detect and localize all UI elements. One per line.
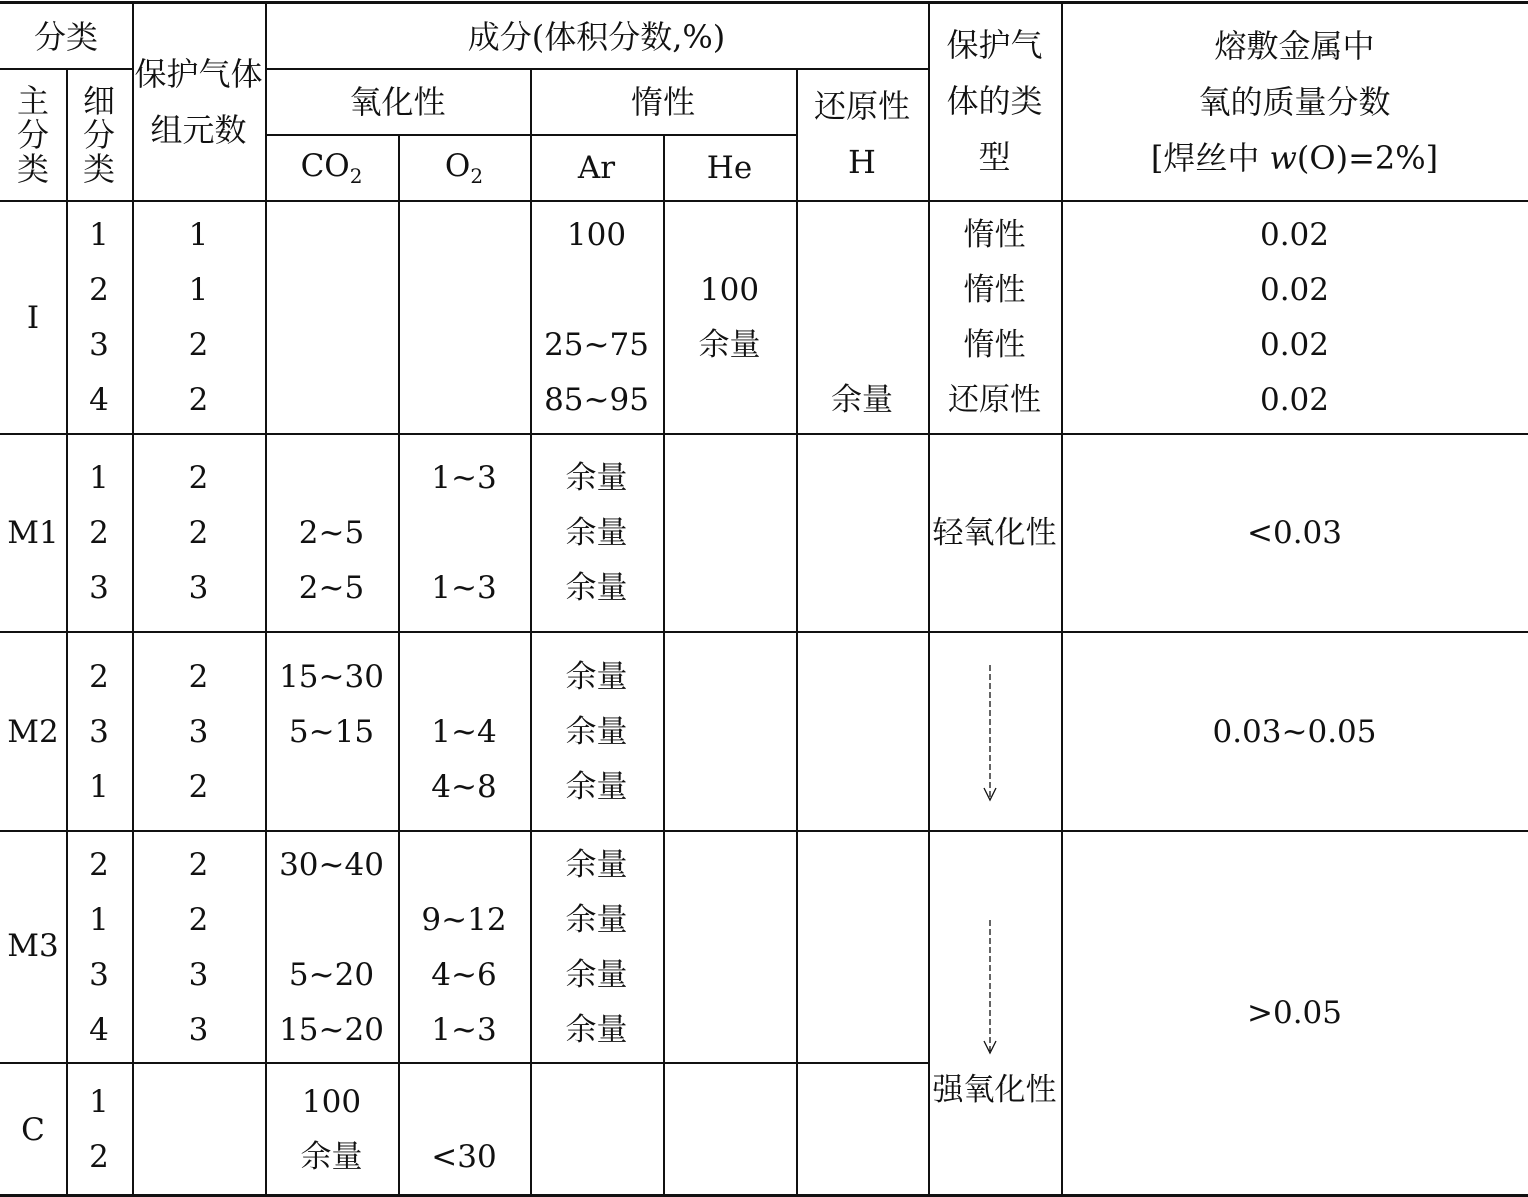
cell-type: 惰性 [963,216,1026,253]
oxygen-note-suffix: (O)=2%] [1296,139,1439,177]
main-category-m2: M2 [7,713,59,750]
down-arrow-icon [980,920,1000,1057]
cell-n: 2 [188,658,209,695]
cell-ar: 85~95 [544,381,649,418]
cell-co2: 30~40 [279,846,384,883]
cell-sub: 3 [89,326,109,363]
header-oxygen-note [1150,139,1439,177]
cell-he: 余量 [698,326,761,363]
cell-oxygen: 0.02 [1259,271,1330,308]
cell-o2: 1~4 [431,713,497,750]
cell-o2: 4~8 [431,768,497,805]
cell-ar: 余量 [565,658,628,695]
col-rule [265,2,267,1195]
cell-sub: 1 [89,901,109,938]
cell-sub: 4 [89,381,109,418]
cell-o2: 1~3 [431,569,497,606]
cell-oxygen: 0.02 [1259,381,1330,418]
cell-co2: 100 [301,1083,362,1120]
cell-co2: 15~30 [279,658,384,695]
cell-sub: 2 [89,514,109,551]
cell-n: 3 [188,956,209,993]
main-category-m3: M3 [7,927,59,964]
col-rule [530,68,532,1195]
group-separator [0,433,1528,435]
group-separator [0,631,1528,633]
cell-sub: 1 [89,216,109,253]
group-separator [0,830,1528,832]
cell-o2: 4~6 [431,956,497,993]
header-o2 [444,147,484,188]
header-co2 [300,147,363,188]
cell-n: 1 [188,271,209,308]
cell-ar: 余量 [565,901,628,938]
header-oxidizing: 氧化性 [349,83,446,121]
cell-oxygen: 0.02 [1259,326,1330,363]
cell-n: 2 [188,846,209,883]
cell-ar: 100 [566,216,627,253]
cell-ar: 余量 [565,846,628,883]
cell-co2: 5~15 [288,713,375,750]
cell-n: 2 [188,381,209,418]
header-o2-subscript: 2 [470,163,484,188]
cell-ar: 余量 [565,713,628,750]
cell-he: 100 [699,271,760,308]
cell-sub: 2 [89,1138,109,1175]
cell-n: 3 [188,713,209,750]
col-rule [928,2,930,1195]
col-rule [398,134,400,1195]
header-oxygen-title: 熔敷金属中 氧的质量分数 [1198,27,1391,121]
header-main-category: 主 分 类 [16,82,50,188]
cell-n: 2 [188,459,209,496]
main-category-i: I [26,299,40,336]
cell-co2: 2~5 [298,569,365,606]
oxygen-note-w: w [1269,139,1297,177]
header-co2-subscript: 2 [349,163,363,188]
cell-sub: 4 [89,1011,109,1048]
header-ar: Ar [577,149,616,186]
cell-type: 还原性 [948,381,1041,418]
header-o2-base: O [444,147,471,184]
cell-ar: 余量 [565,569,628,606]
cell-n: 2 [188,901,209,938]
header-category: 分类 [33,18,99,56]
cell-o2: <30 [431,1138,497,1175]
cell-sub: 2 [89,846,109,883]
header-gas-type: 保护气 体的类 型 [946,26,1043,176]
cell-type: 惰性 [963,271,1026,308]
cell-n: 2 [188,514,209,551]
oxygen-note-prefix: [焊丝中 [1150,139,1270,177]
gas-type-strong-oxidizing: 强氧化性 [932,1071,1057,1108]
cell-o2: 1~3 [431,459,497,496]
cell-sub: 3 [89,956,109,993]
col-rule [132,2,134,1195]
cell-ar: 余量 [565,768,628,805]
cell-n: 3 [188,1011,209,1048]
group-separator [0,1062,928,1064]
cell-ar: 余量 [565,514,628,551]
col-rule [66,68,68,1195]
header-composition: 成分(体积分数,%) [467,18,726,56]
cell-oxygen: 0.02 [1259,216,1330,253]
cell-ar: 余量 [565,459,628,496]
cell-sub: 3 [89,569,109,606]
cell-co2: 2~5 [298,514,365,551]
oxygen-m2: 0.03~0.05 [1212,713,1377,750]
main-category-c: C [21,1111,45,1148]
cell-sub: 2 [89,271,109,308]
gas-type-light-oxidizing: 轻氧化性 [932,514,1057,551]
cell-n: 2 [188,768,209,805]
cell-sub: 2 [89,658,109,695]
cell-type: 惰性 [963,326,1026,363]
cell-o2: 9~12 [421,901,507,938]
cell-n: 3 [188,569,209,606]
cell-sub: 1 [89,768,109,805]
main-category-m1: M1 [7,514,59,551]
cell-ar: 余量 [565,1011,628,1048]
col-rule [796,68,798,1195]
cell-ar: 余量 [565,956,628,993]
header-sub-category: 细 分 类 [82,82,116,188]
header-components-count: 保护气体 组元数 [134,55,263,149]
cell-sub: 1 [89,1083,109,1120]
table-border-top [0,1,1528,4]
cell-n: 1 [188,216,209,253]
header-rule-composition [265,68,928,70]
oxygen-m1: <0.03 [1247,514,1342,551]
down-arrow-icon [980,665,1000,804]
oxygen-m3-c: >0.05 [1247,994,1342,1031]
header-inert: 惰性 [630,83,696,121]
header-co2-base: CO [300,147,350,184]
cell-co2: 15~20 [279,1011,384,1048]
col-rule [1061,2,1063,1195]
header-reducing: 还原性 H [813,87,911,181]
cell-co2: 5~20 [288,956,375,993]
cell-sub: 1 [89,459,109,496]
cell-co2: 余量 [300,1138,363,1175]
cell-ar: 25~75 [544,326,649,363]
header-rule-bottom [0,200,1528,202]
header-he: He [706,149,753,186]
cell-sub: 3 [89,713,109,750]
cell-o2: 1~3 [431,1011,497,1048]
cell-n: 2 [188,326,209,363]
col-rule [663,134,665,1195]
cell-h: 余量 [831,381,893,418]
